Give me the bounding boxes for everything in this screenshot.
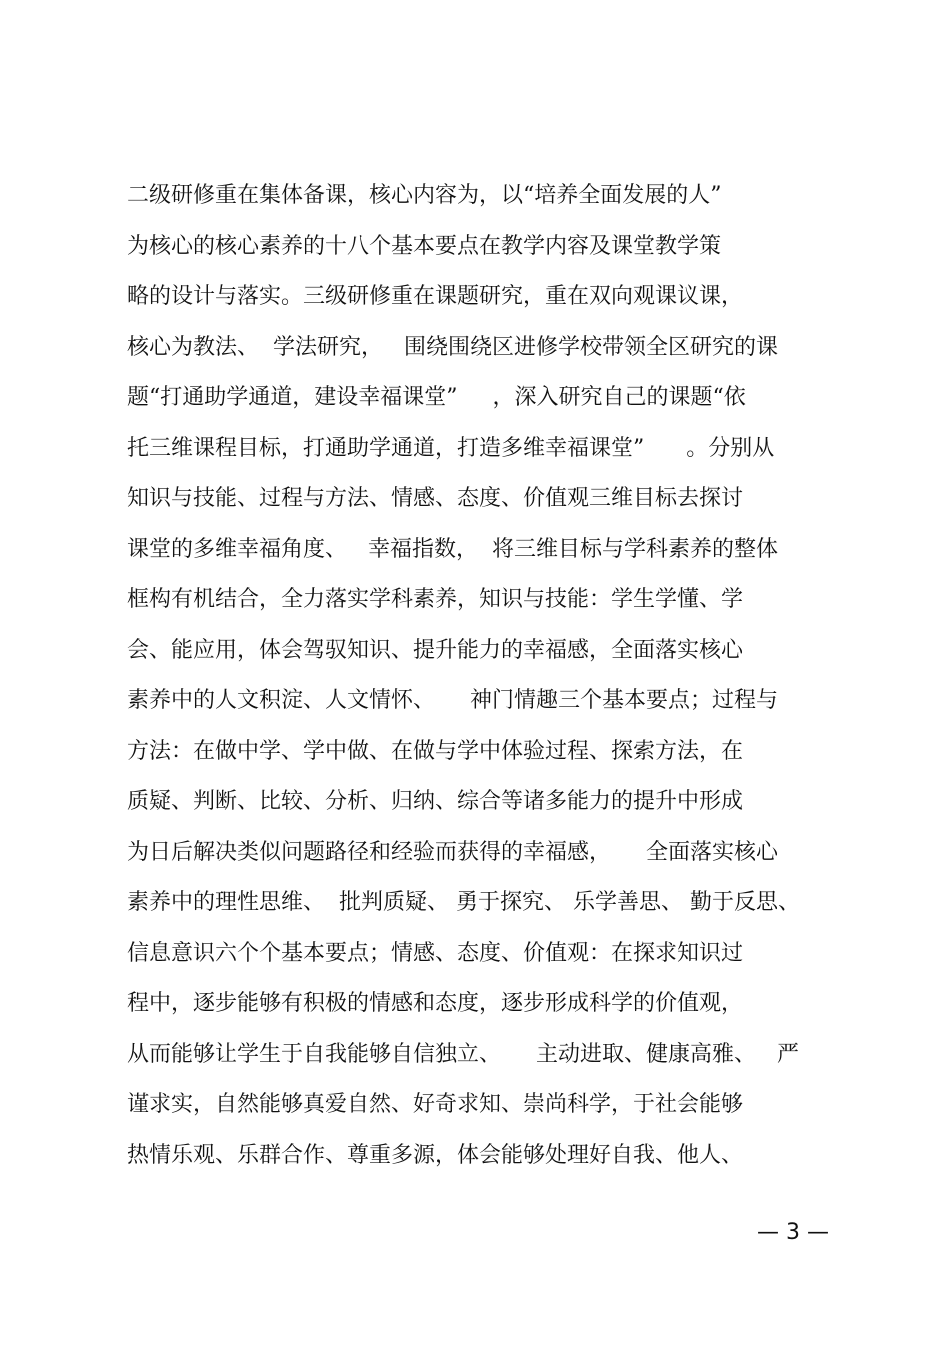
text-line: 谨求实，自然能够真爱自然、好奇求知、崇尚科学，于社会能够 <box>127 1092 744 1117</box>
text-line: 托三维课程目标，打通助学通道，打造多维幸福课堂” 。分别从 <box>127 435 775 461</box>
text-line: 素养中的人文积淀、人文情怀、 神门情趣三个基本要点；过程与 <box>127 688 778 713</box>
text-line: 会、能应用，体会驾驭知识、提升能力的幸福感，全面落实核心 <box>127 637 744 663</box>
text-line: 课堂的多维幸福角度、 幸福指数， 将三维目标与学科素养的整体 <box>127 536 778 562</box>
text-line: 框构有机结合，全力落实学科素养，知识与技能：学生学懂、学 <box>127 587 744 612</box>
text-line: 素养中的理性思维、 批判质疑、 勇于探究、 乐学善思、 勤于反思、 <box>127 890 800 915</box>
text-line: 从而能够让学生于自我能够自信独立、 主动进取、健康高雅、 严 <box>127 1041 799 1067</box>
text-line: 质疑、判断、比较、分析、归纳、综合等诸多能力的提升中形成 <box>127 789 744 814</box>
text-line: 信息意识六个个基本要点；情感、态度、价值观：在探求知识过 <box>127 940 744 966</box>
text-line: 知识与技能、过程与方法、情感、态度、价值观三维目标去探讨 <box>127 486 744 511</box>
text-line: 方法：在做中学、学中做、在做与学中体验过程、探索方法，在 <box>127 738 744 764</box>
body-text <box>127 177 847 1187</box>
text-line: 为日后解决类似问题路径和经验而获得的幸福感， 全面落实核心 <box>127 839 778 865</box>
text-line: 略的设计与落实。三级研修重在课题研究，重在双向观课议课， <box>127 284 744 309</box>
text-line: 程中，逐步能够有积极的情感和态度，逐步形成科学的价值观， <box>127 991 744 1016</box>
text-line: 二级研修重在集体备课，核心内容为，以“培养全面发展的人” <box>127 183 722 208</box>
text-line: 为核心的核心素养的十八个基本要点在教学内容及课堂教学策 <box>127 233 722 259</box>
text-line: 热情乐观、乐群合作、尊重多源，体会能够处理好自我、他人、 <box>127 1142 744 1168</box>
text-line: 核心为教法、 学法研究， 围绕围绕区进修学校带领全区研究的课 <box>127 334 778 360</box>
page-number: — 3 — <box>757 1220 829 1245</box>
text-line: 题“打通助学通道，建设幸福课堂” ，深入研究自己的课题“依 <box>127 385 746 410</box>
